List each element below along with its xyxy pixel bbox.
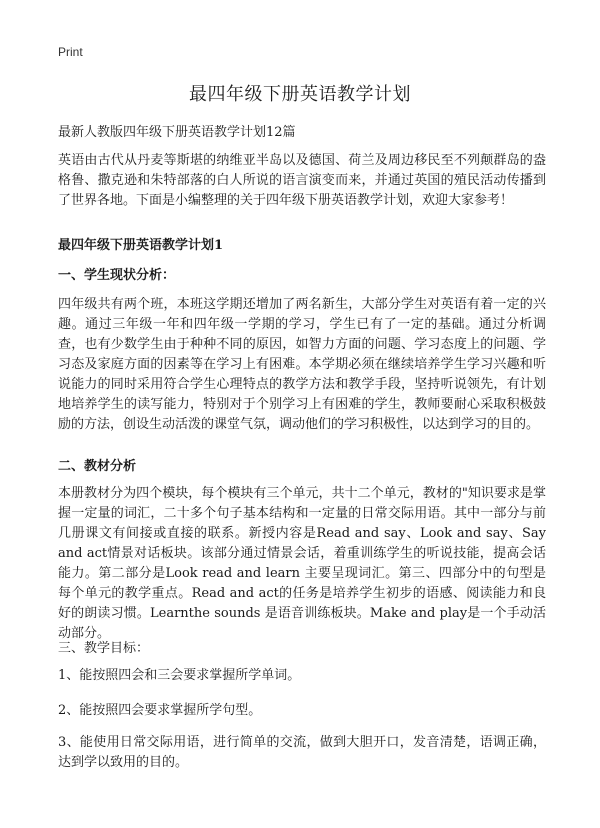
plan-heading: 最四年级下册英语教学计划1 bbox=[58, 238, 224, 253]
list-item-goal-2: 2、能按照四会要求掌握所学句型。 bbox=[58, 703, 262, 718]
section-heading-teaching-goals: 三、教学目标： bbox=[58, 641, 150, 656]
section-heading-textbook-analysis: 二、教材分析 bbox=[58, 459, 137, 474]
section-body-textbook-analysis: 本册教材分为四个模块，每个模块有三个单元，共十二个单元，教材的"知识要求是掌握一定量的词汇，二十多个句子基本结构和一定量的日常交际用语。其中一部分与前几册课文有间接或直接的联系。新授内容是Read and say、Look and say、Say and act情景对话板块。该部分通过情景会话，着重训练学生的听说技能，提高会话能力。第二部分是Look read and learn 主要呈现词汇。第三、四部分中的句型是每个单元的教学重点。Read and act的任务是培养学生初步的语感、阅读能力和良好的朗读习惯。Learnthe sounds 是语音训练板块。Make and play是一个手动活动部分。 bbox=[58, 486, 546, 641]
intro-paragraph: 英语由古代从丹麦等斯堪的纳维亚半岛以及德国、荷兰及周边移民至不列颠群岛的盎格鲁、撒克逊和朱特部落的白人所说的语言演变而来，并通过英国的殖民活动传播到了世界各地。下面是小编整理的关于四年级下册英语教学计划，欢迎大家参考！ bbox=[58, 153, 546, 208]
section-heading-student-analysis: 一、学生现状分析： bbox=[58, 268, 176, 283]
print-link[interactable]: Print bbox=[58, 45, 83, 59]
list-item-goal-1: 1、能按照四会和三会要求掌握所学单词。 bbox=[58, 668, 301, 683]
list-item-goal-3: 3、能使用日常交际用语，进行简单的交流，做到大胆开口，发音清楚，语调正确，达到学以致用的目的。 bbox=[58, 735, 546, 770]
section-body-student-analysis: 四年级共有两个班，本班这学期还增加了两名新生，大部分学生对英语有着一定的兴趣。通过三年级一年和四年级一学期的学习，学生已有了一定的基础。通过分析调查，也有少数学生由于种种不同的原因，如智力方面的问题、学习态度上的问题、学习态及家庭方面的因素等在学习上有困难。本学期必须在继续培养学生学习兴趣和听说能力的同时采用符合学生心理特点的教学方法和教学手段，坚持听说领先，有计划地培养学生的读写能力，特别对于个别学习上有困难的学生，教师要耐心采取积极鼓励的方法，创设生动活泼的课堂气氛，调动他们的学习积极性，以达到学习的目的。 bbox=[58, 297, 546, 432]
document-subtitle: 最新人教版四年级下册英语教学计划12篇 bbox=[58, 125, 296, 140]
page-title: 最四年级下册英语教学计划 bbox=[189, 84, 411, 105]
